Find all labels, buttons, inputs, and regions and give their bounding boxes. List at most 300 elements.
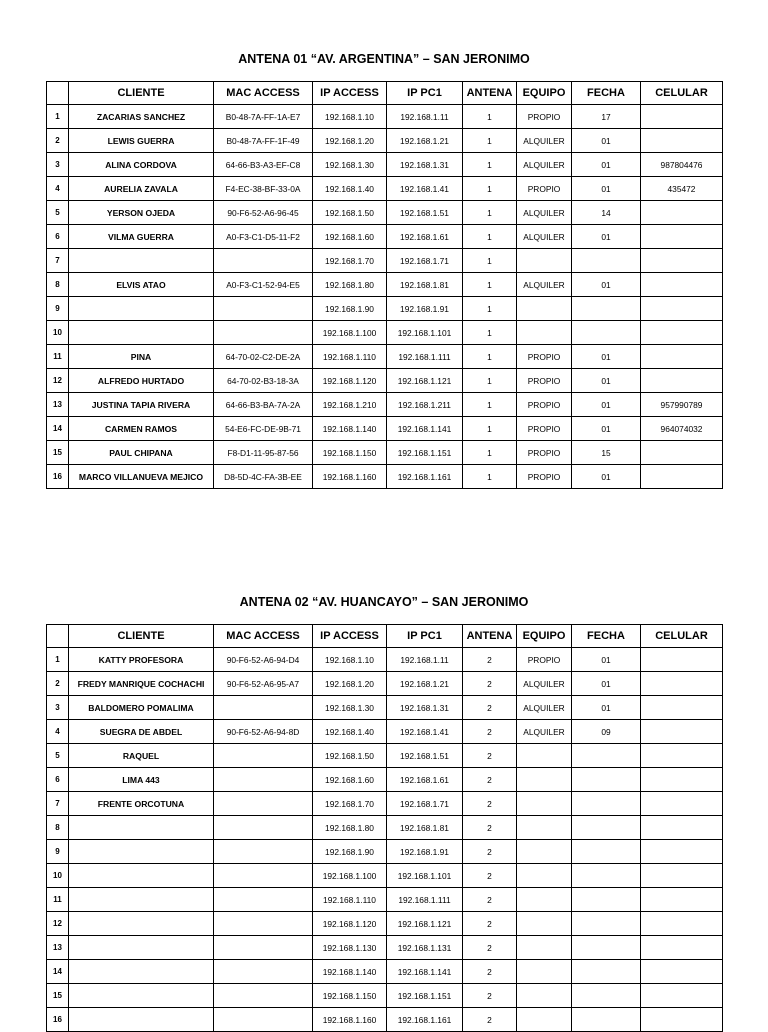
celular-cell bbox=[641, 105, 723, 129]
ip-pc1-cell: 192.168.1.61 bbox=[387, 225, 463, 249]
table-row bbox=[47, 297, 723, 321]
cliente-cell: LEWIS GUERRA bbox=[69, 129, 214, 153]
table-row bbox=[47, 888, 723, 912]
cliente-cell: CARMEN RAMOS bbox=[69, 417, 214, 441]
table-row bbox=[47, 201, 723, 225]
table-2-title: ANTENA 02 “AV. HUANCAYO” – SAN JERONIMO bbox=[239, 595, 529, 609]
equipo-cell: PROPIO bbox=[517, 105, 572, 129]
row-number: 5 bbox=[47, 744, 69, 768]
ip-pc1-cell: 192.168.1.111 bbox=[387, 888, 463, 912]
celular-cell bbox=[641, 201, 723, 225]
fecha-cell: 01 bbox=[572, 393, 641, 417]
header-ip-pc1: IP PC1 bbox=[387, 625, 463, 648]
equipo-cell: PROPIO bbox=[517, 441, 572, 465]
equipo-cell bbox=[517, 888, 572, 912]
ip-pc1-cell: 192.168.1.61 bbox=[387, 768, 463, 792]
fecha-cell: 01 bbox=[572, 417, 641, 441]
row-number: 6 bbox=[47, 768, 69, 792]
ip-access-cell: 192.168.1.10 bbox=[313, 105, 387, 129]
antena-cell: 1 bbox=[463, 441, 517, 465]
ip-access-cell: 192.168.1.160 bbox=[313, 1008, 387, 1032]
ip-pc1-cell: 192.168.1.71 bbox=[387, 249, 463, 273]
cliente-cell: YERSON OJEDA bbox=[69, 201, 214, 225]
mac-access-cell: F8-D1-11-95-87-56 bbox=[214, 441, 313, 465]
cliente-cell: ELVIS ATAO bbox=[69, 273, 214, 297]
fecha-cell bbox=[572, 768, 641, 792]
mac-access-cell: 64-66-B3-BA-7A-2A bbox=[214, 393, 313, 417]
mac-access-cell bbox=[214, 321, 313, 345]
ip-pc1-cell: 192.168.1.141 bbox=[387, 960, 463, 984]
ip-access-cell: 192.168.1.210 bbox=[313, 393, 387, 417]
ip-pc1-cell: 192.168.1.151 bbox=[387, 984, 463, 1008]
fecha-cell bbox=[572, 888, 641, 912]
celular-cell bbox=[641, 696, 723, 720]
mac-access-cell: B0-48-7A-FF-1A-E7 bbox=[214, 105, 313, 129]
antena-cell: 2 bbox=[463, 672, 517, 696]
equipo-cell bbox=[517, 816, 572, 840]
equipo-cell bbox=[517, 744, 572, 768]
header-equipo: EQUIPO bbox=[517, 625, 572, 648]
ip-access-cell: 192.168.1.20 bbox=[313, 129, 387, 153]
cliente-cell bbox=[69, 816, 214, 840]
fecha-cell: 01 bbox=[572, 465, 641, 489]
celular-cell: 987804476 bbox=[641, 153, 723, 177]
mac-access-cell bbox=[214, 936, 313, 960]
table-row bbox=[47, 648, 723, 672]
table-row bbox=[47, 720, 723, 744]
table-row bbox=[47, 936, 723, 960]
ip-access-cell: 192.168.1.30 bbox=[313, 153, 387, 177]
antena-cell: 2 bbox=[463, 864, 517, 888]
ip-pc1-cell: 192.168.1.91 bbox=[387, 840, 463, 864]
mac-access-cell bbox=[214, 744, 313, 768]
ip-access-cell: 192.168.1.150 bbox=[313, 984, 387, 1008]
table-row bbox=[47, 792, 723, 816]
table-row bbox=[47, 1008, 723, 1032]
cliente-cell bbox=[69, 864, 214, 888]
ip-access-cell: 192.168.1.90 bbox=[313, 840, 387, 864]
ip-pc1-cell: 192.168.1.161 bbox=[387, 465, 463, 489]
cliente-cell bbox=[69, 297, 214, 321]
ip-pc1-cell: 192.168.1.11 bbox=[387, 105, 463, 129]
row-number: 2 bbox=[47, 129, 69, 153]
ip-pc1-cell: 192.168.1.151 bbox=[387, 441, 463, 465]
antena-cell: 1 bbox=[463, 225, 517, 249]
antena-cell: 1 bbox=[463, 105, 517, 129]
table-row bbox=[47, 369, 723, 393]
header-ip-access: IP ACCESS bbox=[313, 82, 387, 105]
antena-cell: 2 bbox=[463, 960, 517, 984]
row-number: 15 bbox=[47, 441, 69, 465]
antena-02-table bbox=[46, 624, 723, 1032]
antena-cell: 2 bbox=[463, 888, 517, 912]
table-row bbox=[47, 768, 723, 792]
ip-access-cell: 192.168.1.70 bbox=[313, 792, 387, 816]
cliente-cell bbox=[69, 888, 214, 912]
equipo-cell bbox=[517, 792, 572, 816]
antena-01-table bbox=[46, 81, 723, 489]
header-mac-access: MAC ACCESS bbox=[214, 625, 313, 648]
equipo-cell: PROPIO bbox=[517, 369, 572, 393]
cliente-cell: PINA bbox=[69, 345, 214, 369]
ip-pc1-cell: 192.168.1.211 bbox=[387, 393, 463, 417]
ip-access-cell: 192.168.1.160 bbox=[313, 465, 387, 489]
equipo-cell: PROPIO bbox=[517, 465, 572, 489]
cliente-cell: RAQUEL bbox=[69, 744, 214, 768]
celular-cell bbox=[641, 129, 723, 153]
row-number: 4 bbox=[47, 720, 69, 744]
header-ip-access: IP ACCESS bbox=[313, 625, 387, 648]
equipo-cell: PROPIO bbox=[517, 648, 572, 672]
mac-access-cell bbox=[214, 960, 313, 984]
antena-cell: 1 bbox=[463, 129, 517, 153]
header-fecha: FECHA bbox=[572, 82, 641, 105]
ip-pc1-cell: 192.168.1.141 bbox=[387, 417, 463, 441]
antena-cell: 1 bbox=[463, 465, 517, 489]
fecha-cell bbox=[572, 864, 641, 888]
equipo-cell: PROPIO bbox=[517, 393, 572, 417]
equipo-cell: ALQUILER bbox=[517, 153, 572, 177]
header-cliente: CLIENTE bbox=[69, 625, 214, 648]
celular-cell bbox=[641, 321, 723, 345]
antena-cell: 1 bbox=[463, 273, 517, 297]
equipo-cell bbox=[517, 768, 572, 792]
ip-pc1-cell: 192.168.1.31 bbox=[387, 696, 463, 720]
table-row bbox=[47, 672, 723, 696]
equipo-cell: ALQUILER bbox=[517, 696, 572, 720]
row-number: 1 bbox=[47, 105, 69, 129]
ip-pc1-cell: 192.168.1.71 bbox=[387, 792, 463, 816]
celular-cell bbox=[641, 648, 723, 672]
ip-pc1-cell: 192.168.1.21 bbox=[387, 672, 463, 696]
mac-access-cell bbox=[214, 696, 313, 720]
row-number: 15 bbox=[47, 984, 69, 1008]
table-row bbox=[47, 177, 723, 201]
fecha-cell: 01 bbox=[572, 177, 641, 201]
cliente-cell: JUSTINA TAPIA RIVERA bbox=[69, 393, 214, 417]
mac-access-cell bbox=[214, 249, 313, 273]
table-row bbox=[47, 744, 723, 768]
mac-access-cell: F4-EC-38-BF-33-0A bbox=[214, 177, 313, 201]
mac-access-cell: 64-70-02-B3-18-3A bbox=[214, 369, 313, 393]
ip-access-cell: 192.168.1.20 bbox=[313, 672, 387, 696]
antena-cell: 1 bbox=[463, 417, 517, 441]
celular-cell bbox=[641, 864, 723, 888]
row-number: 13 bbox=[47, 393, 69, 417]
table-row bbox=[47, 321, 723, 345]
fecha-cell bbox=[572, 936, 641, 960]
celular-cell bbox=[641, 816, 723, 840]
ip-access-cell: 192.168.1.40 bbox=[313, 720, 387, 744]
antena-cell: 1 bbox=[463, 321, 517, 345]
antena-cell: 1 bbox=[463, 297, 517, 321]
fecha-cell: 01 bbox=[572, 648, 641, 672]
table-row bbox=[47, 273, 723, 297]
header-fecha: FECHA bbox=[572, 625, 641, 648]
table-row bbox=[47, 465, 723, 489]
celular-cell bbox=[641, 888, 723, 912]
ip-access-cell: 192.168.1.60 bbox=[313, 768, 387, 792]
equipo-cell bbox=[517, 984, 572, 1008]
header-number bbox=[47, 82, 69, 105]
ip-access-cell: 192.168.1.80 bbox=[313, 816, 387, 840]
ip-access-cell: 192.168.1.90 bbox=[313, 297, 387, 321]
ip-access-cell: 192.168.1.100 bbox=[313, 864, 387, 888]
cliente-cell bbox=[69, 936, 214, 960]
antena-cell: 2 bbox=[463, 840, 517, 864]
fecha-cell bbox=[572, 792, 641, 816]
ip-access-cell: 192.168.1.50 bbox=[313, 744, 387, 768]
row-number: 11 bbox=[47, 345, 69, 369]
celular-cell bbox=[641, 249, 723, 273]
equipo-cell bbox=[517, 249, 572, 273]
fecha-cell bbox=[572, 249, 641, 273]
celular-cell bbox=[641, 936, 723, 960]
table-row bbox=[47, 153, 723, 177]
ip-pc1-cell: 192.168.1.101 bbox=[387, 864, 463, 888]
celular-cell bbox=[641, 273, 723, 297]
cliente-cell: ALFREDO HURTADO bbox=[69, 369, 214, 393]
celular-cell bbox=[641, 465, 723, 489]
celular-cell: 435472 bbox=[641, 177, 723, 201]
fecha-cell bbox=[572, 960, 641, 984]
antena-cell: 1 bbox=[463, 249, 517, 273]
table-1-title: ANTENA 01 “AV. ARGENTINA” – SAN JERONIMO bbox=[238, 52, 530, 66]
ip-access-cell: 192.168.1.60 bbox=[313, 225, 387, 249]
fecha-cell bbox=[572, 1008, 641, 1032]
row-number: 13 bbox=[47, 936, 69, 960]
antena-cell: 1 bbox=[463, 393, 517, 417]
ip-pc1-cell: 192.168.1.131 bbox=[387, 936, 463, 960]
fecha-cell: 01 bbox=[572, 153, 641, 177]
table-row bbox=[47, 840, 723, 864]
table-row bbox=[47, 105, 723, 129]
ip-access-cell: 192.168.1.140 bbox=[313, 960, 387, 984]
table-row bbox=[47, 249, 723, 273]
header-ip-pc1: IP PC1 bbox=[387, 82, 463, 105]
row-number: 5 bbox=[47, 201, 69, 225]
row-number: 11 bbox=[47, 888, 69, 912]
antena-cell: 2 bbox=[463, 912, 517, 936]
equipo-cell bbox=[517, 936, 572, 960]
row-number: 16 bbox=[47, 1008, 69, 1032]
table-row bbox=[47, 129, 723, 153]
ip-pc1-cell: 192.168.1.101 bbox=[387, 321, 463, 345]
fecha-cell: 01 bbox=[572, 345, 641, 369]
cliente-cell: PAUL CHIPANA bbox=[69, 441, 214, 465]
row-number: 12 bbox=[47, 912, 69, 936]
mac-access-cell bbox=[214, 768, 313, 792]
celular-cell bbox=[641, 672, 723, 696]
celular-cell bbox=[641, 441, 723, 465]
celular-cell bbox=[641, 744, 723, 768]
row-number: 3 bbox=[47, 696, 69, 720]
ip-access-cell: 192.168.1.80 bbox=[313, 273, 387, 297]
antena-cell: 2 bbox=[463, 1008, 517, 1032]
ip-pc1-cell: 192.168.1.111 bbox=[387, 345, 463, 369]
header-antena: ANTENA bbox=[463, 82, 517, 105]
mac-access-cell bbox=[214, 840, 313, 864]
table-row bbox=[47, 816, 723, 840]
celular-cell: 957990789 bbox=[641, 393, 723, 417]
header-equipo: EQUIPO bbox=[517, 82, 572, 105]
fecha-cell bbox=[572, 840, 641, 864]
ip-pc1-cell: 192.168.1.41 bbox=[387, 720, 463, 744]
fecha-cell: 01 bbox=[572, 273, 641, 297]
antena-cell: 1 bbox=[463, 177, 517, 201]
equipo-cell: ALQUILER bbox=[517, 201, 572, 225]
cliente-cell bbox=[69, 321, 214, 345]
cliente-cell: BALDOMERO POMALIMA bbox=[69, 696, 214, 720]
row-number: 9 bbox=[47, 297, 69, 321]
ip-pc1-cell: 192.168.1.121 bbox=[387, 912, 463, 936]
header-cliente: CLIENTE bbox=[69, 82, 214, 105]
antena-cell: 1 bbox=[463, 369, 517, 393]
cliente-cell bbox=[69, 912, 214, 936]
celular-cell bbox=[641, 768, 723, 792]
row-number: 8 bbox=[47, 816, 69, 840]
cliente-cell bbox=[69, 249, 214, 273]
row-number: 12 bbox=[47, 369, 69, 393]
cliente-cell: LIMA 443 bbox=[69, 768, 214, 792]
cliente-cell: FRENTE ORCOTUNA bbox=[69, 792, 214, 816]
mac-access-cell bbox=[214, 984, 313, 1008]
cliente-cell bbox=[69, 960, 214, 984]
antena-cell: 1 bbox=[463, 153, 517, 177]
ip-pc1-cell: 192.168.1.11 bbox=[387, 648, 463, 672]
table-row bbox=[47, 864, 723, 888]
table-row bbox=[47, 960, 723, 984]
equipo-cell bbox=[517, 321, 572, 345]
ip-pc1-cell: 192.168.1.51 bbox=[387, 201, 463, 225]
mac-access-cell bbox=[214, 888, 313, 912]
ip-pc1-cell: 192.168.1.21 bbox=[387, 129, 463, 153]
mac-access-cell bbox=[214, 1008, 313, 1032]
ip-pc1-cell: 192.168.1.91 bbox=[387, 297, 463, 321]
mac-access-cell bbox=[214, 792, 313, 816]
fecha-cell bbox=[572, 816, 641, 840]
fecha-cell: 01 bbox=[572, 696, 641, 720]
cliente-cell bbox=[69, 984, 214, 1008]
antena-cell: 2 bbox=[463, 936, 517, 960]
mac-access-cell: 54-E6-FC-DE-9B-71 bbox=[214, 417, 313, 441]
equipo-cell: ALQUILER bbox=[517, 672, 572, 696]
ip-pc1-cell: 192.168.1.121 bbox=[387, 369, 463, 393]
cliente-cell: KATTY PROFESORA bbox=[69, 648, 214, 672]
cliente-cell bbox=[69, 1008, 214, 1032]
equipo-cell: PROPIO bbox=[517, 417, 572, 441]
equipo-cell: PROPIO bbox=[517, 345, 572, 369]
cliente-cell: ZACARIAS SANCHEZ bbox=[69, 105, 214, 129]
ip-access-cell: 192.168.1.110 bbox=[313, 345, 387, 369]
table-row bbox=[47, 345, 723, 369]
fecha-cell: 14 bbox=[572, 201, 641, 225]
header-celular: CELULAR bbox=[641, 625, 723, 648]
ip-pc1-cell: 192.168.1.81 bbox=[387, 273, 463, 297]
header-row bbox=[47, 625, 723, 648]
antena-cell: 2 bbox=[463, 696, 517, 720]
table-row bbox=[47, 912, 723, 936]
ip-access-cell: 192.168.1.150 bbox=[313, 441, 387, 465]
mac-access-cell bbox=[214, 912, 313, 936]
mac-access-cell: 90-F6-52-A6-94-8D bbox=[214, 720, 313, 744]
table-row bbox=[47, 393, 723, 417]
fecha-cell bbox=[572, 912, 641, 936]
ip-pc1-cell: 192.168.1.161 bbox=[387, 1008, 463, 1032]
row-number: 6 bbox=[47, 225, 69, 249]
celular-cell bbox=[641, 792, 723, 816]
fecha-cell bbox=[572, 984, 641, 1008]
mac-access-cell: A0-F3-C1-D5-11-F2 bbox=[214, 225, 313, 249]
celular-cell bbox=[641, 720, 723, 744]
ip-access-cell: 192.168.1.40 bbox=[313, 177, 387, 201]
fecha-cell: 09 bbox=[572, 720, 641, 744]
antena-cell: 2 bbox=[463, 768, 517, 792]
ip-access-cell: 192.168.1.110 bbox=[313, 888, 387, 912]
ip-access-cell: 192.168.1.50 bbox=[313, 201, 387, 225]
mac-access-cell: D8-5D-4C-FA-3B-EE bbox=[214, 465, 313, 489]
antena-cell: 1 bbox=[463, 201, 517, 225]
header-antena: ANTENA bbox=[463, 625, 517, 648]
equipo-cell: ALQUILER bbox=[517, 273, 572, 297]
table-row bbox=[47, 984, 723, 1008]
fecha-cell: 17 bbox=[572, 105, 641, 129]
header-mac-access: MAC ACCESS bbox=[214, 82, 313, 105]
mac-access-cell: 90-F6-52-A6-96-45 bbox=[214, 201, 313, 225]
mac-access-cell bbox=[214, 297, 313, 321]
mac-access-cell: 90-F6-52-A6-94-D4 bbox=[214, 648, 313, 672]
cliente-cell: MARCO VILLANUEVA MEJICO bbox=[69, 465, 214, 489]
mac-access-cell bbox=[214, 864, 313, 888]
row-number: 9 bbox=[47, 840, 69, 864]
equipo-cell bbox=[517, 297, 572, 321]
cliente-cell: SUEGRA DE ABDEL bbox=[69, 720, 214, 744]
antena-cell: 2 bbox=[463, 744, 517, 768]
row-number: 2 bbox=[47, 672, 69, 696]
mac-access-cell: B0-48-7A-FF-1F-49 bbox=[214, 129, 313, 153]
fecha-cell bbox=[572, 321, 641, 345]
equipo-cell bbox=[517, 960, 572, 984]
mac-access-cell: A0-F3-C1-52-94-E5 bbox=[214, 273, 313, 297]
fecha-cell: 01 bbox=[572, 672, 641, 696]
fecha-cell: 01 bbox=[572, 129, 641, 153]
cliente-cell: VILMA GUERRA bbox=[69, 225, 214, 249]
row-number: 14 bbox=[47, 960, 69, 984]
ip-access-cell: 192.168.1.140 bbox=[313, 417, 387, 441]
table-row bbox=[47, 417, 723, 441]
antena-cell: 2 bbox=[463, 720, 517, 744]
row-number: 8 bbox=[47, 273, 69, 297]
ip-pc1-cell: 192.168.1.81 bbox=[387, 816, 463, 840]
row-number: 7 bbox=[47, 792, 69, 816]
table-row bbox=[47, 225, 723, 249]
mac-access-cell bbox=[214, 816, 313, 840]
ip-access-cell: 192.168.1.100 bbox=[313, 321, 387, 345]
celular-cell bbox=[641, 297, 723, 321]
celular-cell bbox=[641, 1008, 723, 1032]
equipo-cell: ALQUILER bbox=[517, 129, 572, 153]
table-row bbox=[47, 441, 723, 465]
ip-access-cell: 192.168.1.120 bbox=[313, 912, 387, 936]
mac-access-cell: 90-F6-52-A6-95-A7 bbox=[214, 672, 313, 696]
equipo-cell: ALQUILER bbox=[517, 720, 572, 744]
cliente-cell: FREDY MANRIQUE COCHACHI bbox=[69, 672, 214, 696]
equipo-cell: ALQUILER bbox=[517, 225, 572, 249]
celular-cell bbox=[641, 912, 723, 936]
cliente-cell bbox=[69, 840, 214, 864]
row-number: 3 bbox=[47, 153, 69, 177]
celular-cell bbox=[641, 345, 723, 369]
